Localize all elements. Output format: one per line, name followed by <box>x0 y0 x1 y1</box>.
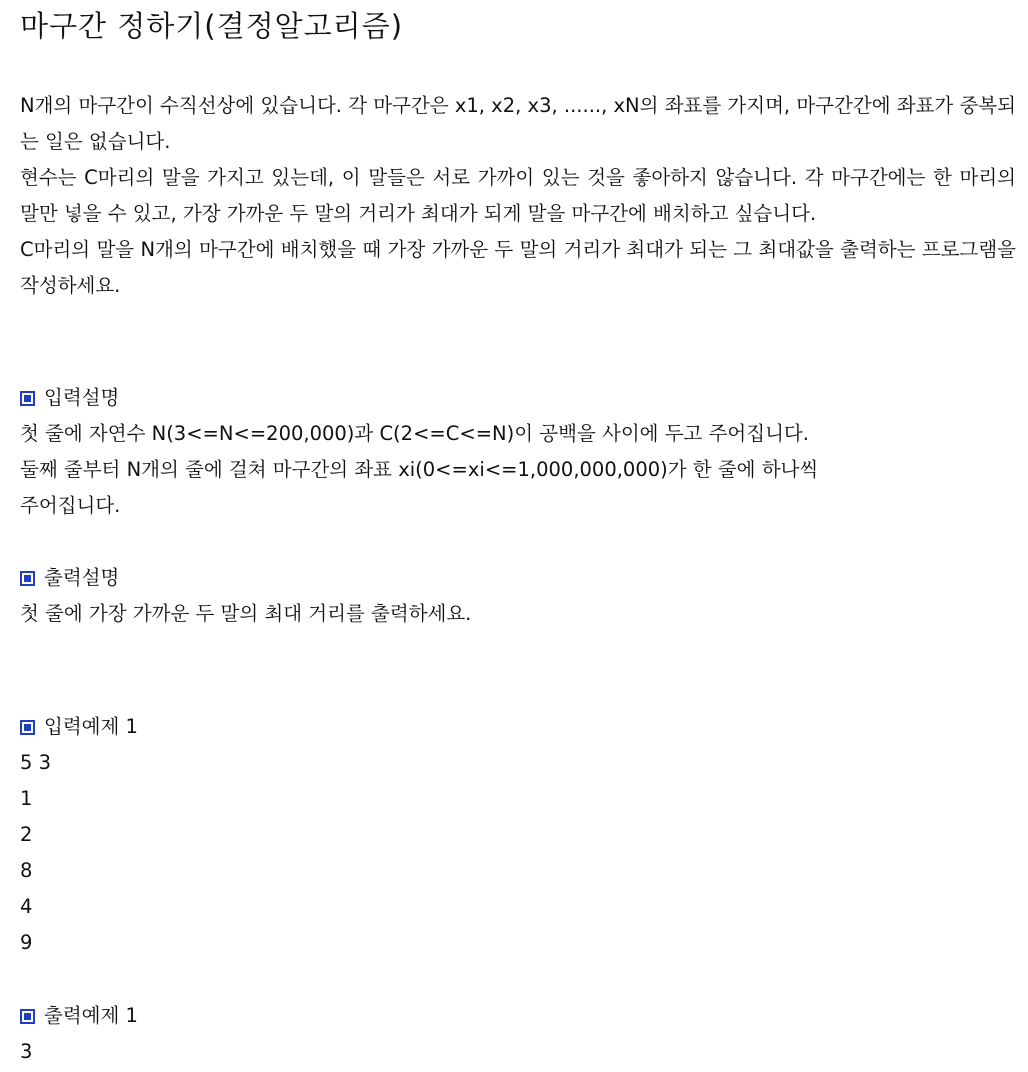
input-example-line: 2 <box>20 823 33 846</box>
page-title: 마구간 정하기(결정알고리즘) <box>20 9 404 43</box>
square-bullet-icon <box>20 1009 35 1024</box>
input-example-line: 4 <box>20 895 33 918</box>
section-heading-label: 출력설명 <box>44 566 120 589</box>
input-description-line: 주어집니다. <box>20 494 121 517</box>
section-heading-label: 출력예제 1 <box>44 1004 138 1027</box>
section-heading-label: 입력예제 1 <box>44 715 138 738</box>
input-example-line: 8 <box>20 859 33 882</box>
input-example-line: 5 3 <box>20 751 52 774</box>
input-example-section <box>20 709 138 961</box>
output-example-section <box>20 998 138 1070</box>
input-example-line: 9 <box>20 931 33 954</box>
description-paragraph-2: 현수는 C마리의 말을 가지고 있는데, 이 말들은 서로 가까이 있는 것을 좋아하지 않습니다. 각 마구간에는 한 마리의 말만 넣을 수 있고, 가장 가까운 두 말의 거리가 최대가 되게 말을 마구간에 배치하고 싶습니다. <box>20 166 1016 225</box>
square-bullet-icon <box>20 571 35 586</box>
input-description-line: 둘째 줄부터 N개의 줄에 걸쳐 마구간의 좌표 xi(0<=xi<=1,000,000,000)가 한 줄에 하나씩 <box>20 458 819 481</box>
input-description-line: 첫 줄에 자연수 N(3<=N<=200,000)과 C(2<=C<=N)이 공백을 사이에 두고 주어집니다. <box>20 422 809 445</box>
description-paragraph-3: C마리의 말을 N개의 마구간에 배치했을 때 가장 가까운 두 말의 거리가 최대가 되는 그 최대값을 출력하는 프로그램을 작성하세요. <box>20 238 1016 297</box>
input-example-line: 1 <box>20 787 33 810</box>
description-paragraph-1: N개의 마구간이 수직선상에 있습니다. 각 마구간은 x1, x2, x3, ......, xN의 좌표를 가지며, 마구간간에 좌표가 중복되는 일은 없습니다. <box>20 94 1016 153</box>
output-description-heading <box>20 560 471 596</box>
section-heading-label: 입력설명 <box>44 386 120 409</box>
output-example-heading <box>20 998 138 1034</box>
square-bullet-icon <box>20 391 35 406</box>
problem-description <box>20 88 1016 304</box>
input-description-heading <box>20 380 818 416</box>
input-description-section <box>20 380 818 524</box>
output-description-section <box>20 560 471 632</box>
input-example-heading <box>20 709 138 745</box>
output-description-line: 첫 줄에 가장 가까운 두 말의 최대 거리를 출력하세요. <box>20 602 472 625</box>
square-bullet-icon <box>20 720 35 735</box>
output-example-line: 3 <box>20 1040 33 1063</box>
